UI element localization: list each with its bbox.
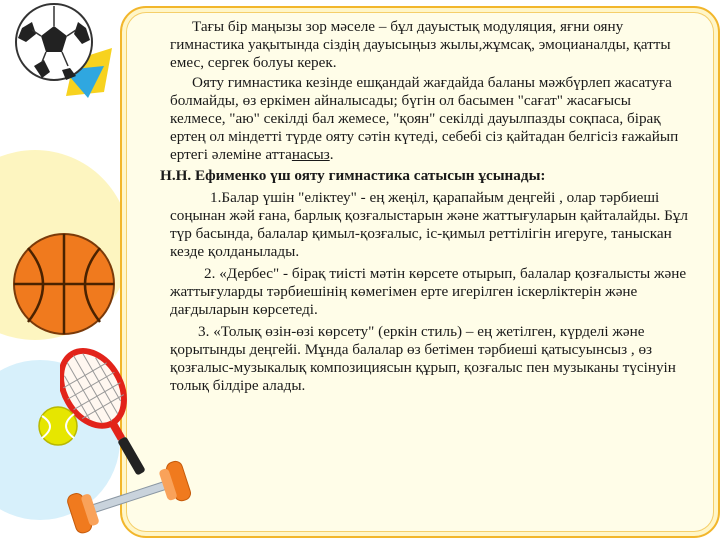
paragraph-rules-end: . [329, 146, 334, 163]
basketball-icon [10, 230, 120, 340]
soccer-ball-icon [4, 0, 114, 100]
tennis-ball-icon [36, 404, 80, 448]
section-heading: Н.Н. Ефименко үш ояту гимнастика сатысын ұсынады: [160, 167, 546, 184]
paragraph-intro: Тағы бір маңызы зор мәселе – бұл дауыстық модуляция, яғни ояну гимнастика уақытында сіздің дауысыңыз жылы,жұмсақ, эмоцианалды, қатты емес, сергек болуы керек. [170, 18, 671, 71]
paragraph-rules-underlined: насыз [291, 146, 330, 163]
list-item: 3. «Толық өзін-өзі көрсету" (еркін стиль) – ең жетілген, күрделі және қорытынды деңгейі. Мұнда балалар өз бетімен тәрбиеші қатысуынсыз , өз қозғалыс-музыкалық композициясын құрып, қозғалыс пен музыканы түсінуін толық білдіре алады. [170, 323, 676, 394]
dumbbell-icon [60, 455, 200, 540]
list-item: 1.Балар үшін "еліктеу" - ең жеңіл, қарапайым деңгейі , олар тәрбиеші соңынан жәй ғана, барлық қозғалыстарын және жаттығуларын қайталайды. Бұл түр басында, балалар қимыл-қозғалыс, іс-қимыл реттілігін игеруге, таныскан кезде қолданылады. [170, 189, 688, 260]
document-body [150, 18, 690, 395]
list-item: 2. «Дербес" - бірақ тиісті мәтін көрсете отырып, балалар қозғалысты және жаттығуларды тәрбиешінің көмегімен ерте игерілген іскерліктерін және дағдыларын көрсетеді. [170, 265, 687, 318]
paragraph-rules [170, 74, 690, 164]
paragraph-rules-text: Ояту гимнастика кезінде ешқандай жағдайда баланы мәжбүрлеп жасатуға болмайды, өз еркімен айналысады; бүгін ол басымен "сағат" жасағысы келмесе, "аю" секілді бал жемесе, "қоян" секілді дауылпазды соқпаса, бірақ ертең ол міндетті түрде ояту сәтін күтеді, себебі сіз қайтадан белгісіз ғажайып ертегі әлеміне атта [170, 74, 679, 163]
